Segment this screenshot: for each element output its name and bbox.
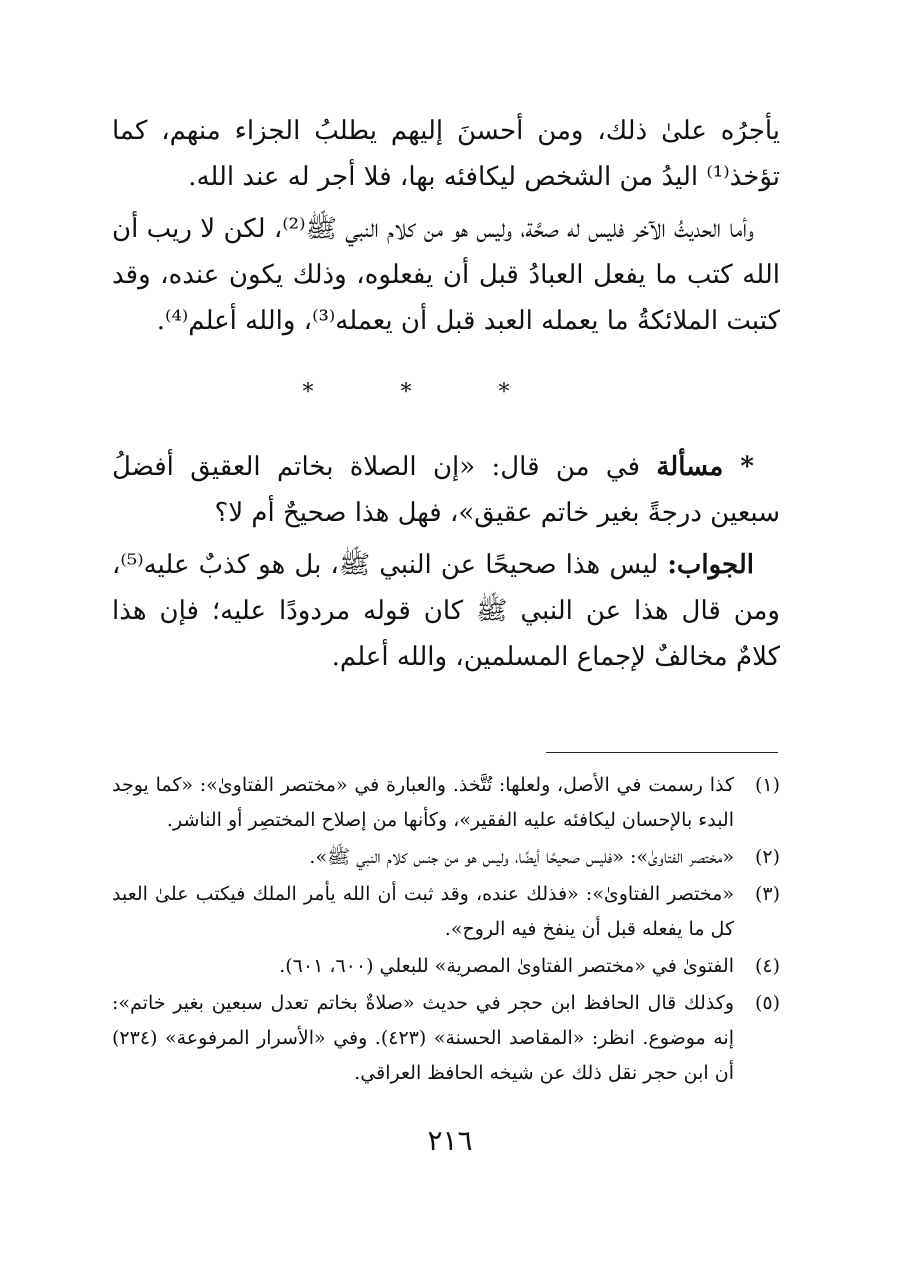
answer-text: ليس هذا صحيحًا عن النبي ﷺ، بل هو كذبٌ عليه⁽⁵⁾، ومن قال هذا عن النبي ﷺ كان قوله مردودًا عليه؛ فإن هذا كلامٌ مخالفٌ لإجماع المسلمين، والله أعلم. (112, 550, 780, 672)
paragraph-1: يأجرُه علىٰ ذلك، ومن أحسنَ إليهم يطلبُ الجزاء منهم، كما تؤخذ⁽¹⁾ اليدُ من الشخص ليكافئه بها، فلا أجر له عند الله. (112, 116, 780, 192)
footnote-text: وكذلك قال الحافظ ابن حجر في حديث «صلاةٌ بخاتم تعدل سبعين بغير خاتم»: إنه موضوع. انظر: «المقاصد الحسنة» (٤٢٣). وفي «الأسرار المرفوعة» (٢٣٤) أن ابن حجر نقل ذلك عن شيخه الحافظ العراقي. (112, 992, 735, 1084)
footnote-5 (112, 986, 780, 1091)
main-text (112, 108, 780, 686)
footnotes (112, 768, 780, 1093)
question-text: في من قال: «إن الصلاة بخاتم العقيق أفضلُ سبعين درجةً بغير خاتم عقيق»، فهل هذا صحيحٌ أم لا؟ (112, 452, 780, 528)
footnote-number: (٣) (754, 883, 780, 905)
question-paragraph (112, 444, 780, 536)
footnote-text: «مختصر الفتاوىٰ»: «فذلك عنده، وقد ثبت أن الله يأمر الملك فيكتب علىٰ العبد كل ما يفعله قبل أن ينفخ فيه الروح». (112, 883, 734, 940)
paragraph-2: وأما الحديثُ الآخر فليس له صحَّة، وليس هو من كلام النبي ﷺ⁽²⁾، لكن لا ريب أن الله كتب ما يفعل العبادُ قبل أن يفعلوه، وذلك يكون عنده، وقد كتبت الملائكةُ ما يعمله العبد قبل أن يعمله⁽³⁾، والله أعلم⁽⁴⁾. (112, 214, 780, 336)
page-number: ٢١٦ (427, 1124, 473, 1157)
footnote-number: (١) (754, 774, 780, 796)
footnote-text: «مختصر الفتاوىٰ»: «فليس صحيحًا أيضًا، وليس هو من جنس كلام النبي ﷺ». (309, 846, 734, 868)
footnote-2 (112, 840, 780, 875)
footnote-number: (٢) (754, 846, 780, 868)
answer-label: الجواب: (667, 550, 754, 580)
footnote-4 (112, 949, 780, 984)
answer-paragraph (112, 542, 780, 680)
question-marker: * مسألة (656, 452, 754, 482)
footnote-text: كذا رسمت في الأصل، ولعلها: تُتَّخذ. والعبارة في «مختصر الفتاوىٰ»: «كما يوجد البدء بالإحسان ليكافئه عليه الفقير»، وكأنها من إصلاح المختصِر أو الناشر. (112, 774, 734, 831)
footnote-1 (112, 768, 780, 838)
footnote-number: (٤) (754, 955, 780, 977)
footnote-number: (٥) (754, 992, 780, 1014)
footnote-3 (112, 877, 780, 947)
section-separator: * * * (302, 380, 550, 405)
footnote-text: الفتوىٰ في «مختصر الفتاوىٰ المصرية» للبعلي (٦٠٠، ٦٠١). (279, 955, 734, 977)
footnote-divider (546, 752, 778, 753)
